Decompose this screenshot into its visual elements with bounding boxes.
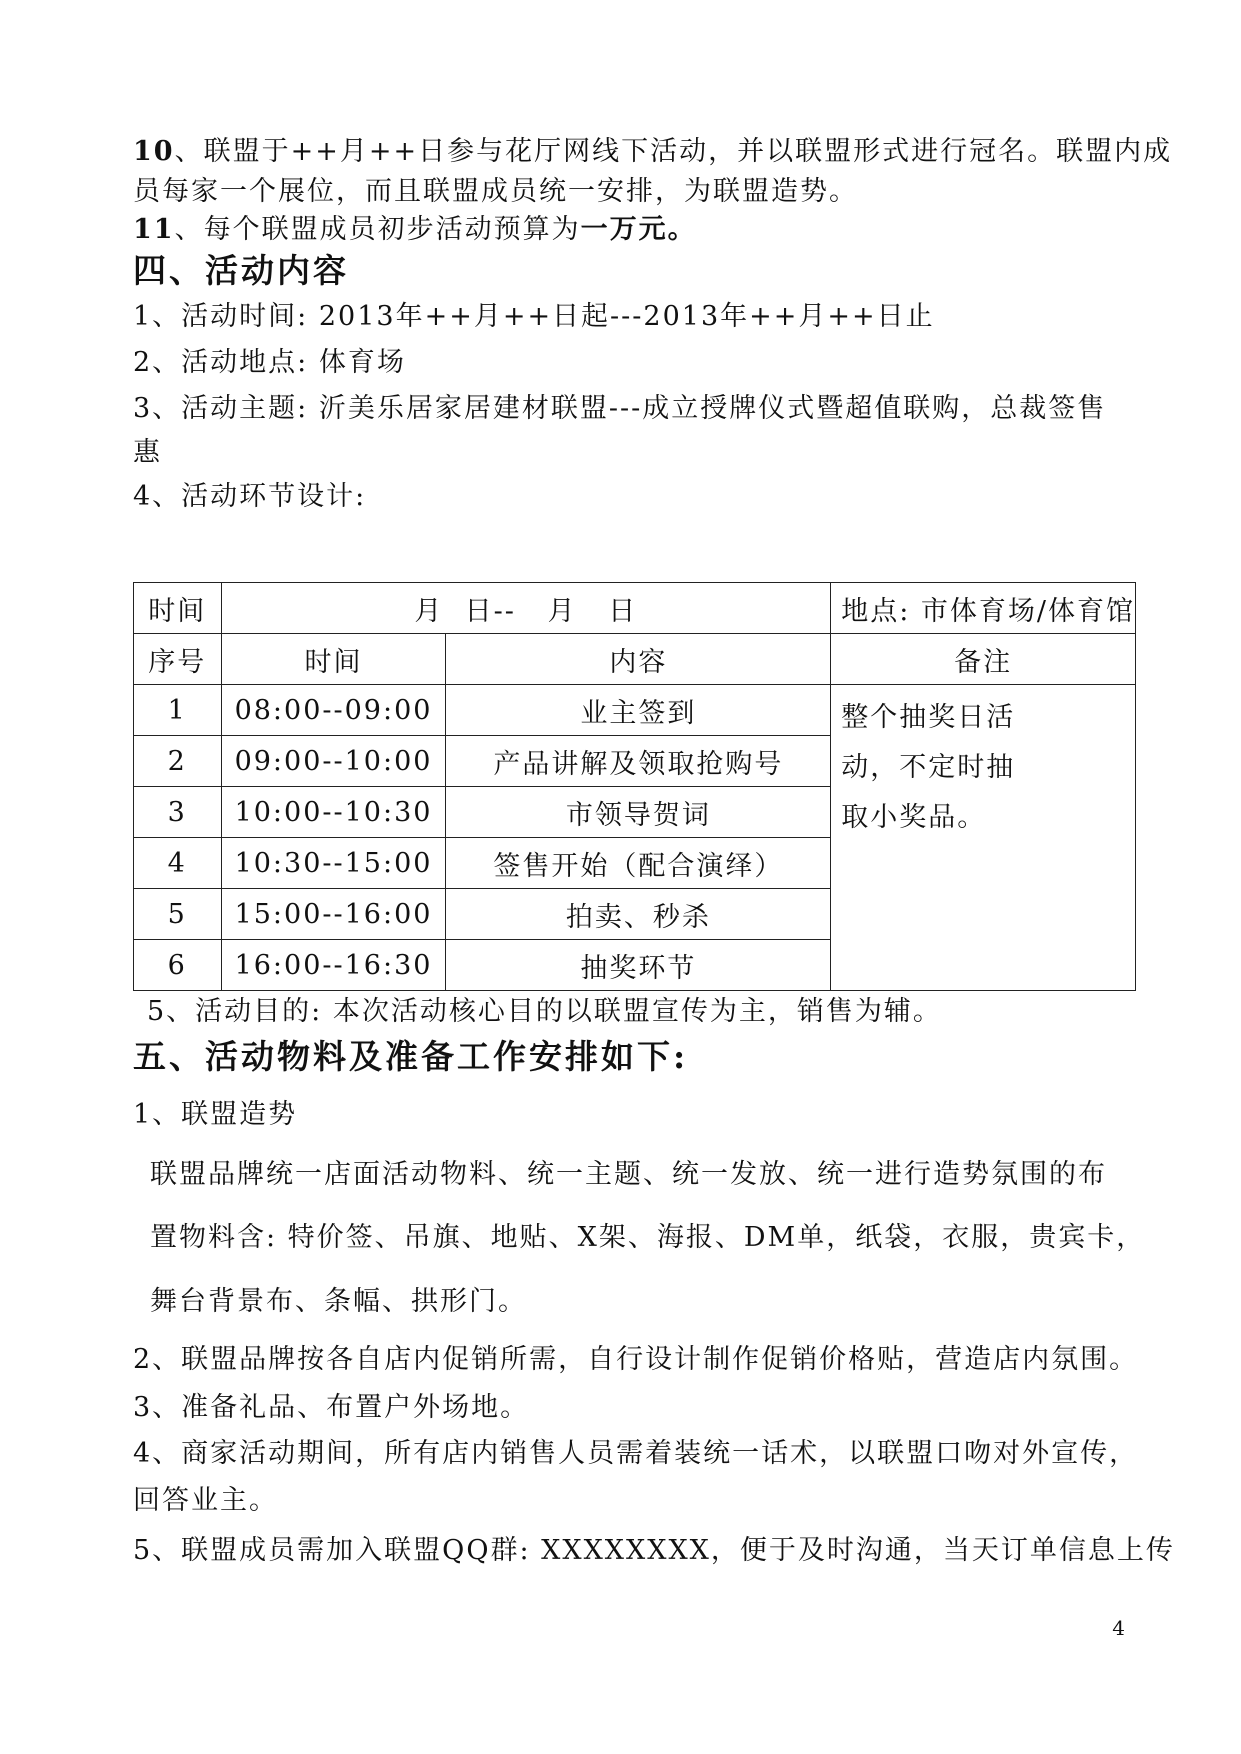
- activity-design-label: 4、活动环节设计:: [133, 481, 367, 512]
- row-content: 拍卖、秒杀: [446, 889, 831, 940]
- table-date-row: [134, 583, 1136, 634]
- row-content: 市领导贺词: [446, 787, 831, 838]
- item-10-line2: 员每家一个展位，而且联盟成员统一安排，为联盟造势。: [133, 176, 858, 207]
- row-content: 产品讲解及领取抢购号: [446, 736, 831, 787]
- section-4-heading: 四、活动内容: [133, 251, 349, 290]
- materials-item-4-line-b: 回答业主。: [133, 1485, 278, 1516]
- materials-item-1-line-c: 舞台背景布、条幅、拱形门。: [150, 1286, 527, 1317]
- page-number: 4: [1112, 1616, 1125, 1640]
- materials-item-5: 5、联盟成员需加入联盟QQ群: XXXXXXXX，便于及时沟通，当天订单信息上传: [133, 1535, 1175, 1566]
- date-range-cell: 月 日-- 月 日: [221, 583, 831, 634]
- activity-location: 2、活动地点: 体育场: [133, 347, 406, 378]
- row-no: 6: [134, 940, 222, 991]
- item-10-line1: 10、联盟于++月++日参与花厅网线下活动，并以联盟形式进行冠名。联盟内成: [133, 136, 1173, 167]
- location-cell: 地点: 市体育场/体育馆: [831, 583, 1136, 634]
- note-cell: [831, 685, 1136, 991]
- activity-theme-line1: 3、活动主题: 沂美乐居家居建材联盟---成立授牌仪式暨超值联购，总裁签售: [133, 393, 1107, 424]
- materials-item-1-line-a: 联盟品牌统一店面活动物料、统一主题、统一发放、统一进行造势氛围的布: [150, 1159, 1107, 1190]
- row-no: 3: [134, 787, 222, 838]
- row-no: 1: [134, 685, 222, 736]
- schedule-table: [133, 582, 1136, 991]
- table-row: [134, 685, 1136, 736]
- row-no: 4: [134, 838, 222, 889]
- time-label-cell: 时间: [134, 583, 222, 634]
- materials-item-1: 1、联盟造势: [133, 1099, 298, 1130]
- row-time: 15:00--16:00: [221, 889, 446, 940]
- item-11-line: 11、每个联盟成员初步活动预算为一万元。: [133, 214, 697, 245]
- section-5-heading: 五、活动物料及准备工作安排如下:: [133, 1037, 689, 1076]
- row-time: 10:00--10:30: [221, 787, 446, 838]
- row-time: 08:00--09:00: [221, 685, 446, 736]
- row-content: 签售开始（配合演绎）: [446, 838, 831, 889]
- header-time: 时间: [221, 634, 446, 685]
- materials-item-4-line-a: 4、商家活动期间，所有店内销售人员需着装统一话术，以联盟口吻对外宣传，: [133, 1438, 1139, 1469]
- activity-theme-line2: 惠: [133, 437, 162, 468]
- row-no: 2: [134, 736, 222, 787]
- row-time: 09:00--10:00: [221, 736, 446, 787]
- materials-item-3: 3、准备礼品、布置户外场地。: [133, 1392, 530, 1423]
- header-note: 备注: [831, 634, 1136, 685]
- activity-time: 1、活动时间: 2013年++月++日起---2013年++月++日止: [133, 301, 935, 332]
- materials-item-2: 2、联盟品牌按各自店内促销所需，自行设计制作促销价格贴，营造店内氛围。: [133, 1344, 1139, 1375]
- row-content: 抽奖环节: [446, 940, 831, 991]
- row-no: 5: [134, 889, 222, 940]
- row-time: 10:30--15:00: [221, 838, 446, 889]
- table-header-row: [134, 634, 1136, 685]
- header-content: 内容: [446, 634, 831, 685]
- materials-item-1-line-b: 置物料含: 特价签、吊旗、地贴、X架、海报、DM单，纸袋，衣服，贵宾卡，: [150, 1222, 1146, 1253]
- note-line: 取小奖品。: [841, 802, 987, 833]
- row-content: 业主签到: [446, 685, 831, 736]
- header-no: 序号: [134, 634, 222, 685]
- note-line: 动，不定时抽: [841, 752, 1016, 783]
- activity-purpose: 5、活动目的: 本次活动核心目的以联盟宣传为主，销售为辅。: [147, 996, 942, 1027]
- note-line: 整个抽奖日活: [841, 702, 1016, 733]
- row-time: 16:00--16:30: [221, 940, 446, 991]
